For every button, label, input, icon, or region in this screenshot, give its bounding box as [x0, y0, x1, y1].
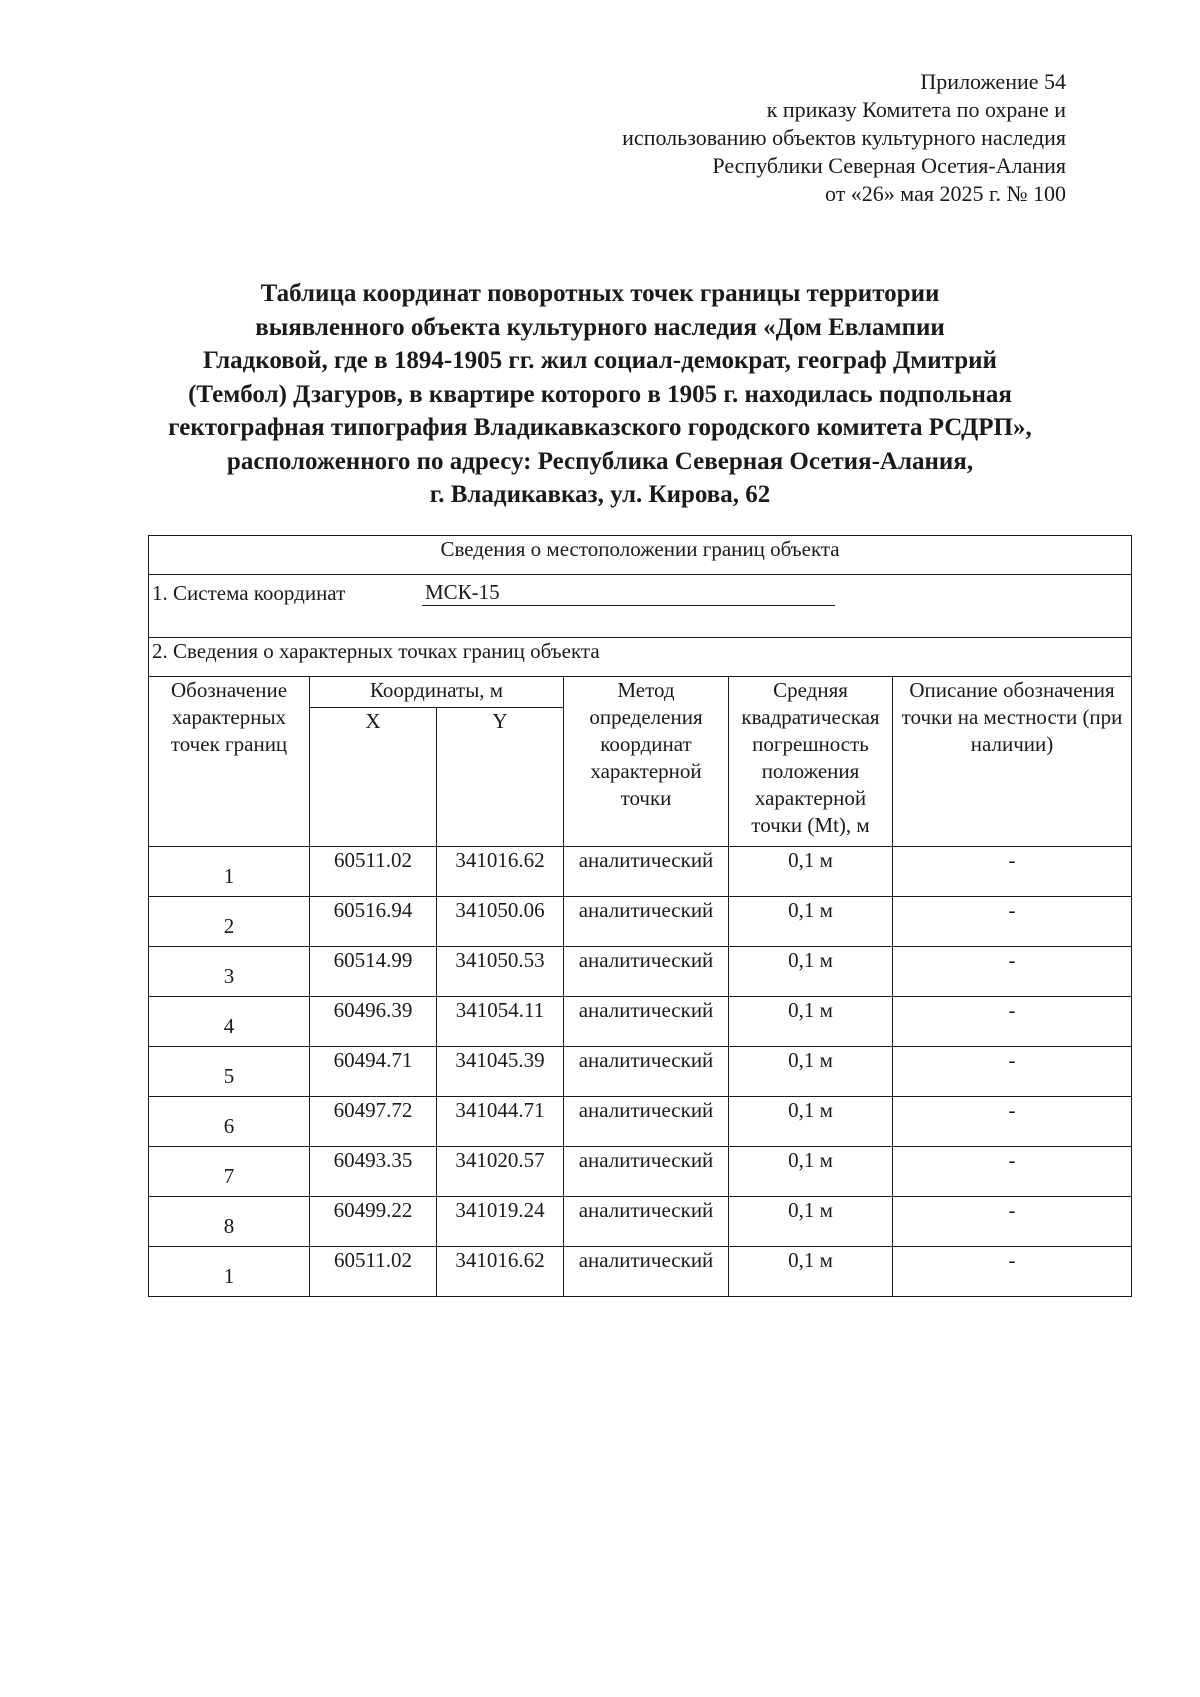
location-info-header: Сведения о местоположении границ объекта [149, 536, 1132, 575]
point-number: 8 [149, 1197, 310, 1247]
point-y: 341016.62 [437, 847, 564, 897]
point-y: 341044.71 [437, 1097, 564, 1147]
point-x: 60497.72 [310, 1097, 437, 1147]
point-description: - [893, 997, 1132, 1047]
table-row [149, 897, 1132, 947]
point-error: 0,1 м [729, 1147, 893, 1197]
coordinate-system-value: МСК-15 [422, 580, 835, 606]
appendix-line: к приказу Комитета по охране и [766, 97, 1066, 122]
point-y: 341016.62 [437, 1247, 564, 1297]
title-line: г. Владикавказ, ул. Кирова, 62 [429, 481, 771, 508]
point-x: 60514.99 [310, 947, 437, 997]
point-x: 60511.02 [310, 847, 437, 897]
appendix-line: Республики Северная Осетия-Алания [712, 153, 1066, 178]
title-line: выявленного объекта культурного наследия «Дом Евлампии [255, 313, 945, 341]
point-y: 341050.53 [437, 947, 564, 997]
point-error: 0,1 м [729, 1247, 893, 1297]
coordinates-table [148, 535, 1132, 1297]
point-number: 2 [149, 897, 310, 947]
points-info-header: 2. Сведения о характерных точках границ объекта [149, 638, 1132, 677]
appendix-line: использованию объектов культурного наследия [622, 125, 1066, 150]
title-line: (Тембол) Дзагуров, в квартире которого в 1905 г. находилась подпольная [188, 380, 1012, 408]
point-number: 4 [149, 997, 310, 1047]
col-header-y: Y [437, 708, 564, 847]
coordinate-system-cell [149, 575, 1132, 638]
point-error: 0,1 м [729, 1047, 893, 1097]
point-number: 5 [149, 1047, 310, 1097]
appendix-line: от «26» мая 2025 г. № 100 [824, 181, 1066, 206]
col-header-method: Метод определения координат характерной точки [564, 677, 729, 847]
table-row [149, 847, 1132, 897]
point-x: 60516.94 [310, 897, 437, 947]
point-x: 60499.22 [310, 1197, 437, 1247]
point-number: 3 [149, 947, 310, 997]
point-method: аналитический [564, 1047, 729, 1097]
point-description: - [893, 947, 1132, 997]
point-x: 60511.02 [310, 1247, 437, 1297]
point-description: - [893, 1247, 1132, 1297]
col-header-description: Описание обозначения точки на местности (при наличии) [893, 677, 1132, 847]
table-row [149, 997, 1132, 1047]
table-row [149, 1097, 1132, 1147]
point-number: 6 [149, 1097, 310, 1147]
title-line: гектографная типография Владикавказского городского комитета РСДРП», [168, 414, 1032, 441]
title-line: Гладковой, где в 1894-1905 гг. жил социал-демократ, географ Дмитрий [203, 347, 997, 374]
point-error: 0,1 м [729, 1197, 893, 1247]
title-line: расположенного по адресу: Республика Северная Осетия-Алания, [226, 447, 974, 475]
table-row [149, 1047, 1132, 1097]
point-method: аналитический [564, 1247, 729, 1297]
point-x: 60494.71 [310, 1047, 437, 1097]
point-method: аналитический [564, 947, 729, 997]
col-header-coords: Координаты, м [310, 677, 564, 708]
point-y: 341020.57 [437, 1147, 564, 1197]
point-error: 0,1 м [729, 1097, 893, 1147]
appendix-line: Приложение 54 [920, 69, 1066, 94]
point-description: - [893, 897, 1132, 947]
point-error: 0,1 м [729, 947, 893, 997]
point-y: 341054.11 [437, 997, 564, 1047]
col-header-designation: Обозначение характерных точек границ [149, 677, 310, 847]
col-header-x: X [310, 708, 437, 847]
point-number: 7 [149, 1147, 310, 1197]
point-description: - [893, 1047, 1132, 1097]
table-row [149, 1247, 1132, 1297]
document-title [140, 277, 1060, 512]
point-number: 1 [149, 1247, 310, 1297]
point-y: 341019.24 [437, 1197, 564, 1247]
point-description: - [893, 1097, 1132, 1147]
point-method: аналитический [564, 997, 729, 1047]
point-description: - [893, 1197, 1132, 1247]
point-description: - [893, 847, 1132, 897]
point-y: 341050.06 [437, 897, 564, 947]
coordinate-system-label: 1. Система координат [152, 581, 346, 605]
point-number: 1 [149, 847, 310, 897]
table-row [149, 1147, 1132, 1197]
point-method: аналитический [564, 897, 729, 947]
point-x: 60493.35 [310, 1147, 437, 1197]
point-method: аналитический [564, 1147, 729, 1197]
point-error: 0,1 м [729, 847, 893, 897]
point-method: аналитический [564, 1097, 729, 1147]
point-x: 60496.39 [310, 997, 437, 1047]
point-y: 341045.39 [437, 1047, 564, 1097]
table-row [149, 1197, 1132, 1247]
point-method: аналитический [564, 847, 729, 897]
point-method: аналитический [564, 1197, 729, 1247]
point-description: - [893, 1147, 1132, 1197]
point-error: 0,1 м [729, 997, 893, 1047]
table-row [149, 947, 1132, 997]
col-header-error: Средняя квадратическая погрешность положения характерной точки (Mt), м [729, 677, 893, 847]
title-line: Таблица координат поворотных точек границы территории [260, 280, 940, 307]
point-error: 0,1 м [729, 897, 893, 947]
appendix-block [622, 68, 1066, 208]
